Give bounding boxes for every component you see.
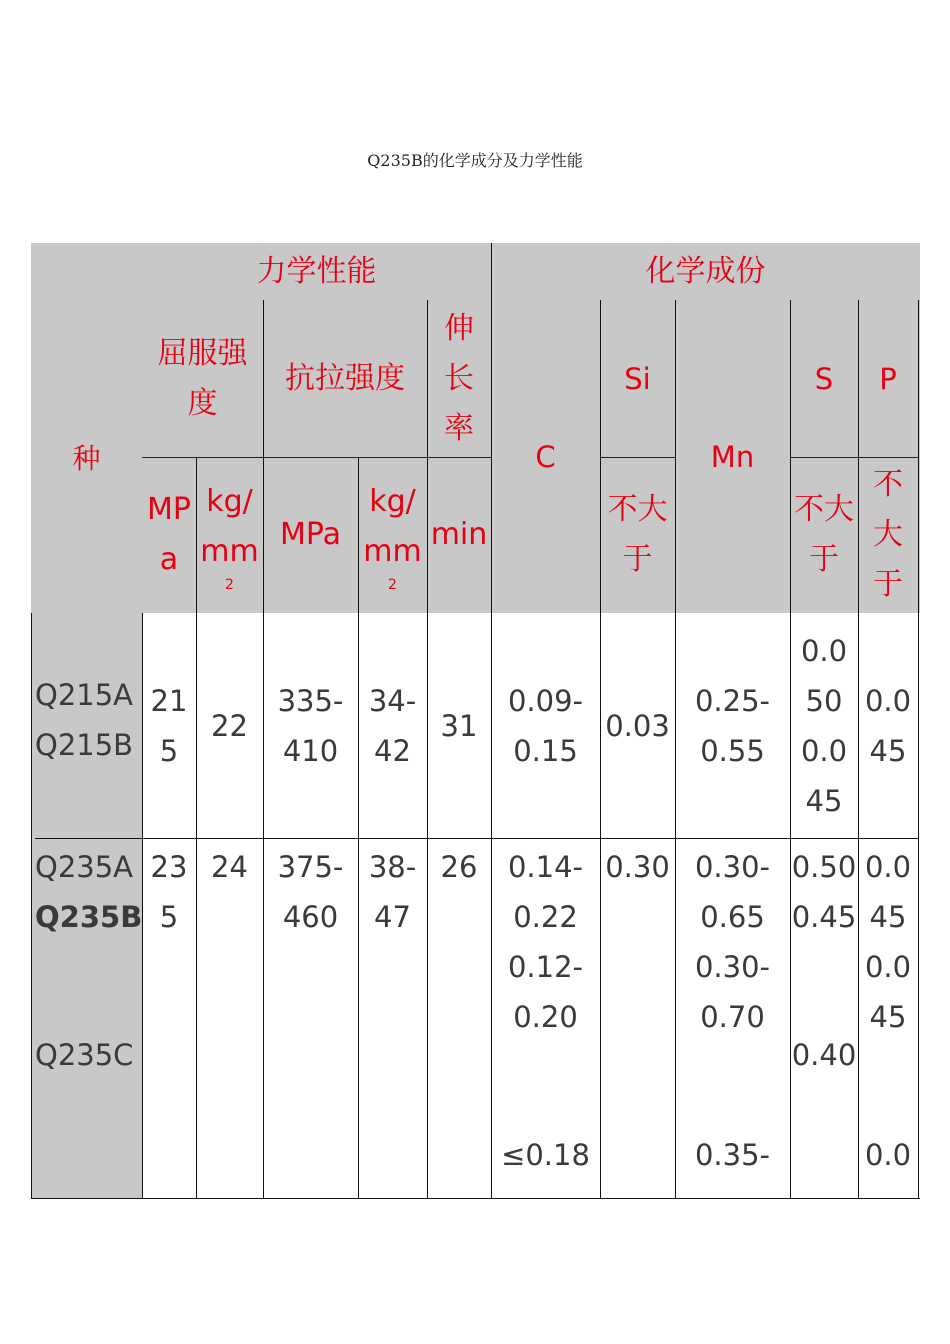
border-left (31, 613, 32, 1199)
row2-manganese-5: 0.35- (694, 1138, 771, 1172)
grade-q235b: Q235B (35, 900, 143, 934)
row2-phosphorus-5: 0.0 (864, 1138, 912, 1172)
yield-mpa-unit: MPa (147, 492, 191, 577)
row1-phosphorus: 0.045 (864, 683, 912, 768)
row2-carbon-1: 0.14- (507, 850, 584, 884)
row2-phosphorus-1: 0.0 (864, 850, 912, 884)
tensile-kg-unit-text: kg/mm (363, 484, 422, 569)
yield-kg-unit (196, 457, 263, 613)
row2-silicon: 0.30 (605, 850, 670, 884)
row1-sulfur-1: 0.050 (800, 633, 848, 718)
elongation-header: 伸长率 (444, 310, 474, 446)
row2-tensile-mpa: 375-460 (277, 850, 344, 934)
divider-col-yield (142, 613, 143, 1199)
grade-q235a: Q235A (35, 850, 134, 884)
yield-kg-unit-superscript: 2 (225, 577, 234, 593)
mechanical-properties-header: 力学性能 (256, 253, 377, 289)
tensile-strength-header: 抗拉强度 (285, 360, 405, 396)
tensile-kg-unit (358, 457, 427, 613)
carbon-header: C (535, 439, 556, 474)
tensile-kg-unit-superscript: 2 (388, 577, 397, 593)
row1-sulfur-2: 0.045 (800, 733, 848, 818)
divider-units-top (142, 457, 491, 458)
row1-yield-mpa: 215 (150, 683, 188, 768)
row2-yield-mpa: 235 (150, 850, 188, 934)
row2-elongation: 26 (440, 850, 478, 884)
row1-elongation: 31 (440, 708, 478, 743)
document-title: Q235B的化学成分及力学性能 (367, 151, 583, 170)
row2-sulfur-3: 0.40 (791, 1038, 857, 1072)
row2-sulfur-2: 0.45 (791, 900, 857, 934)
phosphorus-header: P (879, 361, 897, 396)
row2-yield-kg: 24 (211, 850, 248, 884)
steel-properties-table (31, 243, 920, 1199)
sulfur-header: S (814, 361, 834, 396)
grade-header: 种 (72, 441, 101, 475)
divider-col-p (858, 300, 859, 1199)
row2-carbon-2: 0.22 (513, 900, 578, 934)
row2-carbon-3: 0.12- (507, 950, 584, 984)
phosphorus-max-label: 不大于 (873, 467, 903, 602)
chemical-composition-header: 化学成份 (645, 253, 766, 289)
silicon-max-label: 不大于 (607, 492, 668, 577)
row1-tensile-mpa: 335-410 (277, 683, 344, 768)
row2-manganese-4: 0.70 (700, 1000, 765, 1034)
row2-phosphorus-2: 45 (869, 900, 907, 934)
sulfur-max-label: 不大于 (794, 492, 854, 577)
divider-col-s (790, 300, 791, 1199)
divider-col-c (491, 243, 492, 1199)
row2-manganese-3: 0.30- (694, 950, 771, 984)
grade-q215a: Q215A (35, 678, 134, 712)
yield-strength-header: 屈服强度 (157, 335, 248, 421)
table-bottom-border (31, 1198, 920, 1199)
silicon-header: Si (624, 361, 651, 396)
row1-manganese: 0.25-0.55 (694, 683, 771, 768)
row2-sulfur-1: 0.50 (791, 850, 857, 884)
row2-manganese-1: 0.30- (694, 850, 771, 884)
divider-col-elong (427, 300, 428, 1199)
elongation-min-unit: min (430, 517, 488, 552)
divider-row2-top (35, 838, 918, 839)
row2-phosphorus-3: 0.0 (864, 950, 912, 984)
divider-col-tensile-kg (358, 457, 359, 1199)
divider-col-mn (675, 300, 676, 1199)
row2-manganese-2: 0.65 (700, 900, 765, 934)
row1-silicon: 0.03 (605, 708, 670, 743)
row2-phosphorus-4: 45 (869, 1000, 907, 1034)
row1-tensile-kg: 34-42 (368, 683, 417, 768)
grade-q215b: Q215B (35, 728, 134, 762)
border-right (918, 300, 919, 1199)
divider-units-top-chem (600, 457, 675, 458)
row2-carbon-5: ≤0.18 (501, 1138, 590, 1172)
row1-yield-kg: 22 (211, 708, 248, 743)
manganese-header: Mn (710, 439, 755, 474)
row2-carbon-4: 0.20 (513, 1000, 578, 1034)
row1-sulfur (790, 613, 858, 838)
divider-col-yield-kg (196, 457, 197, 1199)
row2-tensile-kg: 38-47 (368, 850, 417, 934)
row1-carbon: 0.09-0.15 (507, 683, 584, 768)
tensile-mpa-unit: MPa (279, 517, 341, 552)
divider-units-top-sp (790, 457, 918, 458)
yield-kg-unit-text: kg/mm (200, 484, 259, 569)
grade-q235c: Q235C (35, 1038, 134, 1072)
divider-col-si (600, 300, 601, 1199)
divider-col-tensile (263, 300, 264, 1199)
